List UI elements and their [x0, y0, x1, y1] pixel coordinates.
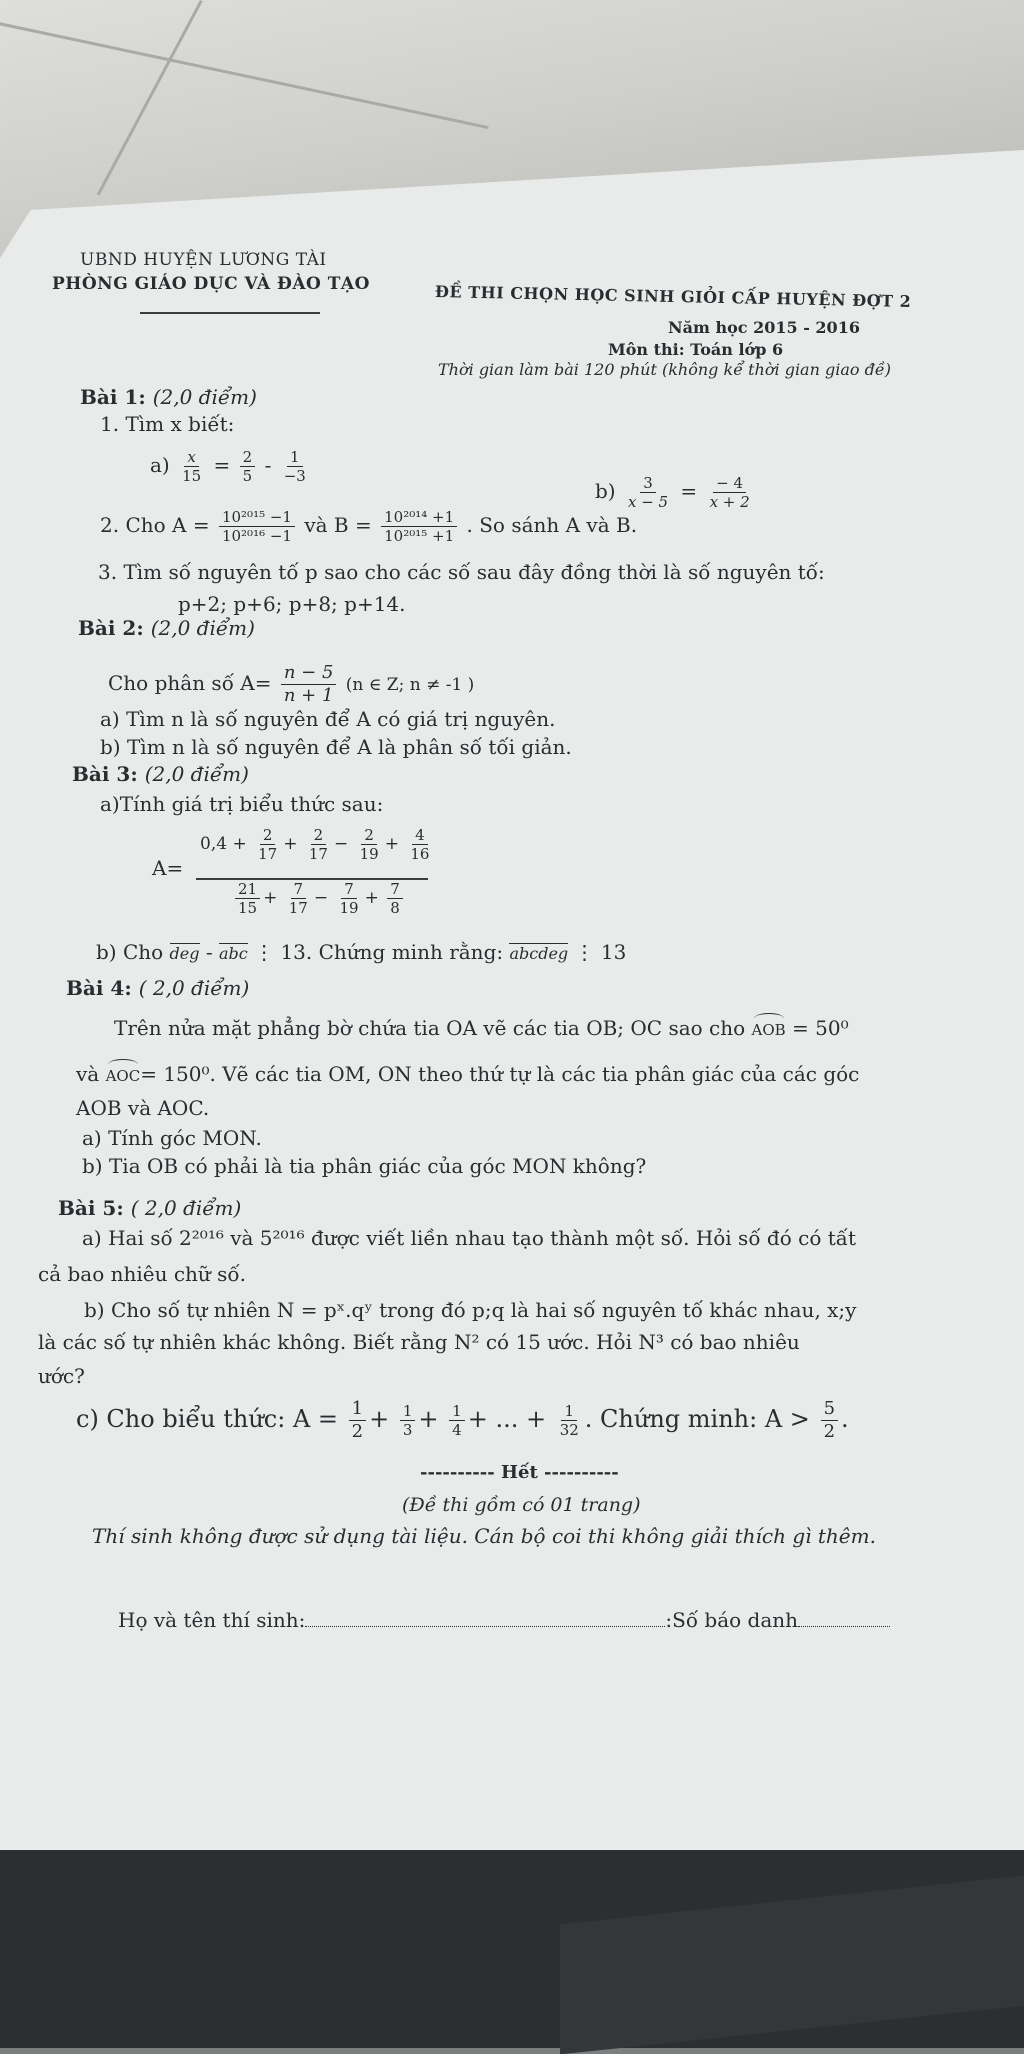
bai1-points: (2,0 điểm) [152, 385, 257, 409]
bai1-q1a: a) $\frac{x}{15}$ = $\frac{2}{5}$ - $\frac{1}{-3}$ [150, 448, 312, 485]
fraction: $\frac{7}{19}$ [339, 880, 359, 917]
id-label: :Số báo danh [665, 1608, 799, 1632]
fraction: $\frac{1}{-3}$ [283, 448, 306, 485]
bai2-condition: (n ∈ Z; n ≠ -1 ) [345, 675, 475, 695]
bai3-b-end: ⋮ 13 [574, 940, 627, 964]
bai3-denominator: $\frac{21}{15}$ + $\frac{7}{17}$ − $\frac{7}{19}$ + $\frac{7}{8}$ [232, 880, 406, 917]
bai5-points: ( 2,0 điểm) [130, 1196, 242, 1220]
q1b-label: b) [595, 479, 616, 503]
bai1-q2 [100, 508, 637, 545]
bai1-q3-list: p+2; p+6; p+8; p+14. [178, 592, 406, 616]
fraction: $\frac{1}{2}$ [349, 1398, 366, 1443]
bai1-q1b: b) $\frac{3}{x - 5}$ = $\frac{- 4}{x + 2}$ [595, 474, 756, 511]
overline-number: deg [169, 944, 200, 963]
bai3-a: a)Tính giá trị biểu thức sau: [100, 792, 384, 816]
school-year: Năm học 2015 - 2016 [668, 318, 860, 337]
bai5-c-mid: . Chứng minh: A > [584, 1405, 810, 1433]
bai4-p3: AOB và AOC. [76, 1096, 210, 1120]
name-blank [305, 1626, 665, 1627]
bai3-b: b) Cho deg - abc ⋮ 13. Chứng minh rằng: abcdeg ⋮ 13 [96, 940, 627, 964]
fraction: $\frac{2}{19}$ [359, 826, 379, 863]
bai5-title: Bài 5: [58, 1196, 124, 1220]
q1a-label: a) [150, 453, 170, 477]
bai1-q1: 1. Tìm x biết: [100, 412, 235, 436]
bai5-c-prefix: c) Cho biểu thức: A = [76, 1405, 339, 1433]
fraction: $\frac{4}{16}$ [410, 826, 430, 863]
fraction: $\frac{x}{15}$ [182, 448, 202, 485]
name-label: Họ và tên thí sinh: [118, 1608, 306, 1632]
bai4-points: ( 2,0 điểm) [138, 976, 250, 1000]
fraction: $\frac{\text{10²⁰¹⁴ +1}}{\text{10²⁰¹⁵ +1}}$ [381, 508, 457, 545]
bai4-p2-rest: = 150⁰. Vẽ các tia OM, ON theo thứ tự là các tia phân giác của các góc [140, 1062, 860, 1086]
bai3-heading [72, 762, 249, 786]
bai3-points: (2,0 điểm) [144, 762, 249, 786]
fraction: $\frac{2}{5}$ [240, 448, 256, 485]
fraction: $\frac{7}{17}$ [288, 880, 308, 917]
bai4-heading [66, 976, 249, 1000]
subject: Môn thi: Toán lớp 6 [608, 340, 784, 359]
bai4-p1 [114, 1016, 849, 1040]
bai5-b1: b) Cho số tự nhiên N = pˣ.qʸ trong đó p;q là hai số nguyên tố khác nhau, x;y [84, 1298, 857, 1322]
fraction: $\frac{1}{4}$ [449, 1402, 465, 1439]
candidate-info [118, 1608, 890, 1632]
bai2-b: b) Tìm n là số nguyên để A là phân số tối giản. [100, 735, 572, 759]
end-text: Hết [500, 1462, 538, 1483]
q2-and: và B = [304, 513, 372, 537]
bai5-a2: cả bao nhiêu chữ số. [38, 1262, 247, 1286]
bai2-points: (2,0 điểm) [150, 616, 255, 640]
bai4-title: Bài 4: [66, 976, 132, 1000]
bai3-expression-label: A= [152, 856, 184, 880]
bai1-q3: 3. Tìm số nguyên tố p sao cho các số sau đây đồng thời là số nguyên tố: [98, 560, 825, 584]
fraction: $\frac{5}{2}$ [821, 1398, 838, 1443]
bai3-title: Bài 3: [72, 762, 138, 786]
bai4-a: a) Tính góc MON. [82, 1126, 262, 1150]
fraction: $\frac{\text{10²⁰¹⁵ −1}}{\text{10²⁰¹⁶ −1}}$ [219, 508, 295, 545]
bai2-title: Bài 2: [78, 616, 144, 640]
overline-number: abc [218, 944, 248, 963]
overline-number: abcdeg [509, 944, 569, 963]
bai4-p1-text: Trên nửa mặt phẳng bờ chứa tia OA vẽ các tia OB; OC sao cho [114, 1016, 746, 1040]
time-note: Thời gian làm bài 120 phút (không kể thời gian giao đề) [438, 360, 891, 379]
bai3-numerator: 0,4 + $\frac{2}{17}$ + $\frac{2}{17}$ − $\frac{2}{19}$ + $\frac{4}{16}$ [200, 826, 435, 863]
bai5-a1: a) Hai số 2²⁰¹⁶ và 5²⁰¹⁶ được viết liền nhau tạo thành một số. Hỏi số đó có tất [82, 1226, 857, 1250]
exam-note: Thí sinh không được sử dụng tài liệu. Cán bộ coi thi không giải thích gì thêm. [92, 1524, 876, 1548]
bai1-title: Bài 1: [80, 385, 146, 409]
bai2-a: a) Tìm n là số nguyên để A có giá trị nguyên. [100, 707, 556, 731]
bai4-p2 [76, 1062, 859, 1086]
bai2-intro-text: Cho phân số A= [108, 671, 272, 695]
fraction: $\frac{n - 5}{n + 1}$ [281, 662, 337, 707]
fraction: $\frac{7}{8}$ [387, 880, 403, 917]
q2-prefix: 2. Cho A = [100, 513, 210, 537]
bai2-heading [78, 616, 255, 640]
bai3-b-mid: ⋮ 13. Chứng minh rằng: [254, 940, 504, 964]
bai5-b2: là các số tự nhiên khác không. Biết rằng N² có 15 ước. Hỏi N³ có bao nhiêu [38, 1330, 800, 1354]
fraction: $\frac{2}{17}$ [308, 826, 328, 863]
page-count: (Đề thi gồm có 01 trang) [402, 1494, 641, 1516]
fraction: $\frac{1}{32}$ [559, 1402, 579, 1439]
bai4-p1-value: = 50⁰ [792, 1016, 849, 1040]
bai2-intro [108, 662, 474, 707]
header-underline [140, 312, 320, 314]
fraction: $\frac{- 4}{x + 2}$ [709, 474, 750, 511]
bai1-heading [80, 385, 257, 409]
org-line1: UBND HUYỆN LƯƠNG TÀI [80, 250, 327, 270]
end-marker: ---------- Hết ---------- [420, 1462, 619, 1483]
bai4-p2-prefix: và [76, 1062, 100, 1086]
fraction: $\frac{21}{15}$ [235, 880, 260, 917]
bai3-b-prefix: b) Cho [96, 940, 164, 964]
bai5-heading [58, 1196, 241, 1220]
fraction: $\frac{3}{x - 5}$ [627, 474, 669, 511]
bai4-b: b) Tia OB có phải là tia phân giác của góc MON không? [82, 1154, 647, 1178]
exam-title: ĐỀ THI CHỌN HỌC SINH GIỎI CẤP HUYỆN ĐỢT 2 [434, 282, 912, 311]
q2-suffix: . So sánh A và B. [466, 513, 638, 537]
angle-aob: AOB [751, 1021, 786, 1039]
bai5-b3: ước? [38, 1364, 85, 1388]
fraction: $\frac{1}{3}$ [400, 1402, 416, 1439]
fraction: $\frac{2}{17}$ [258, 826, 278, 863]
angle-aoc: AOC [105, 1067, 141, 1085]
org-line2: PHÒNG GIÁO DỤC VÀ ĐÀO TẠO [52, 274, 370, 294]
id-blank [798, 1626, 890, 1627]
bai5-c: c) Cho biểu thức: A = $\frac{1}{2}$ + $\frac{1}{3}$ + $\frac{1}{4}$ + ... + $\frac{1}{32}$ . Chứng minh: A > $\frac{5}{2}$ . [76, 1398, 849, 1442]
